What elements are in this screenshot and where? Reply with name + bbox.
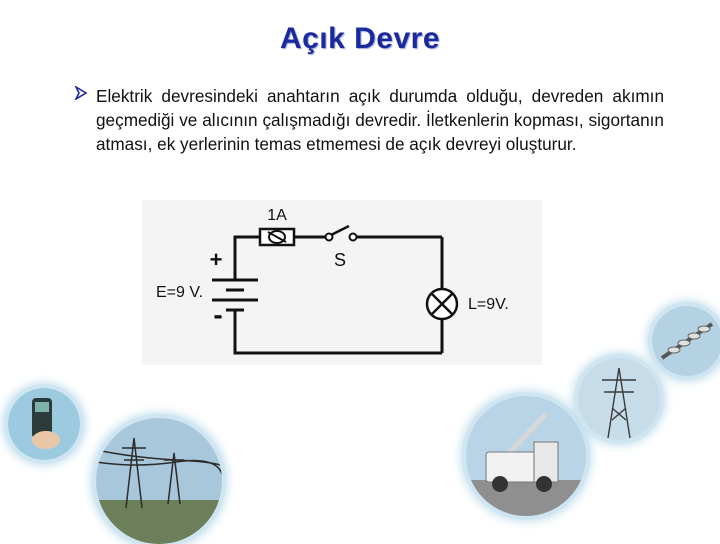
slide-title: Açık Devre — [279, 22, 441, 55]
utility-truck-photo — [466, 396, 586, 516]
bullet-item — [74, 84, 664, 156]
bullet-text: Elektrik devresindeki anahtarın açık durumda olduğu, devreden akımın geçmediği ve alıcının çalışmadığı devredir. İletkenlerin kopması, sigortanın atması, ek yerlerinin temas etmemesi de açık devreyi oluşturur. — [96, 86, 664, 154]
bullet-arrow-icon — [74, 86, 88, 105]
switch-label: S — [333, 250, 347, 270]
circuit-diagram — [142, 200, 542, 365]
pylon-photo — [578, 358, 660, 440]
mobile-phone-photo — [8, 388, 80, 460]
minus-label: - — [213, 299, 223, 330]
power-lines-photo — [96, 418, 222, 544]
lamp-label: L=9V. — [468, 296, 509, 313]
plus-label: + — [209, 247, 223, 272]
battery-label: E=9 V. — [156, 284, 204, 301]
fuse-label: 1A — [267, 207, 287, 224]
insulator-photo — [652, 306, 720, 376]
